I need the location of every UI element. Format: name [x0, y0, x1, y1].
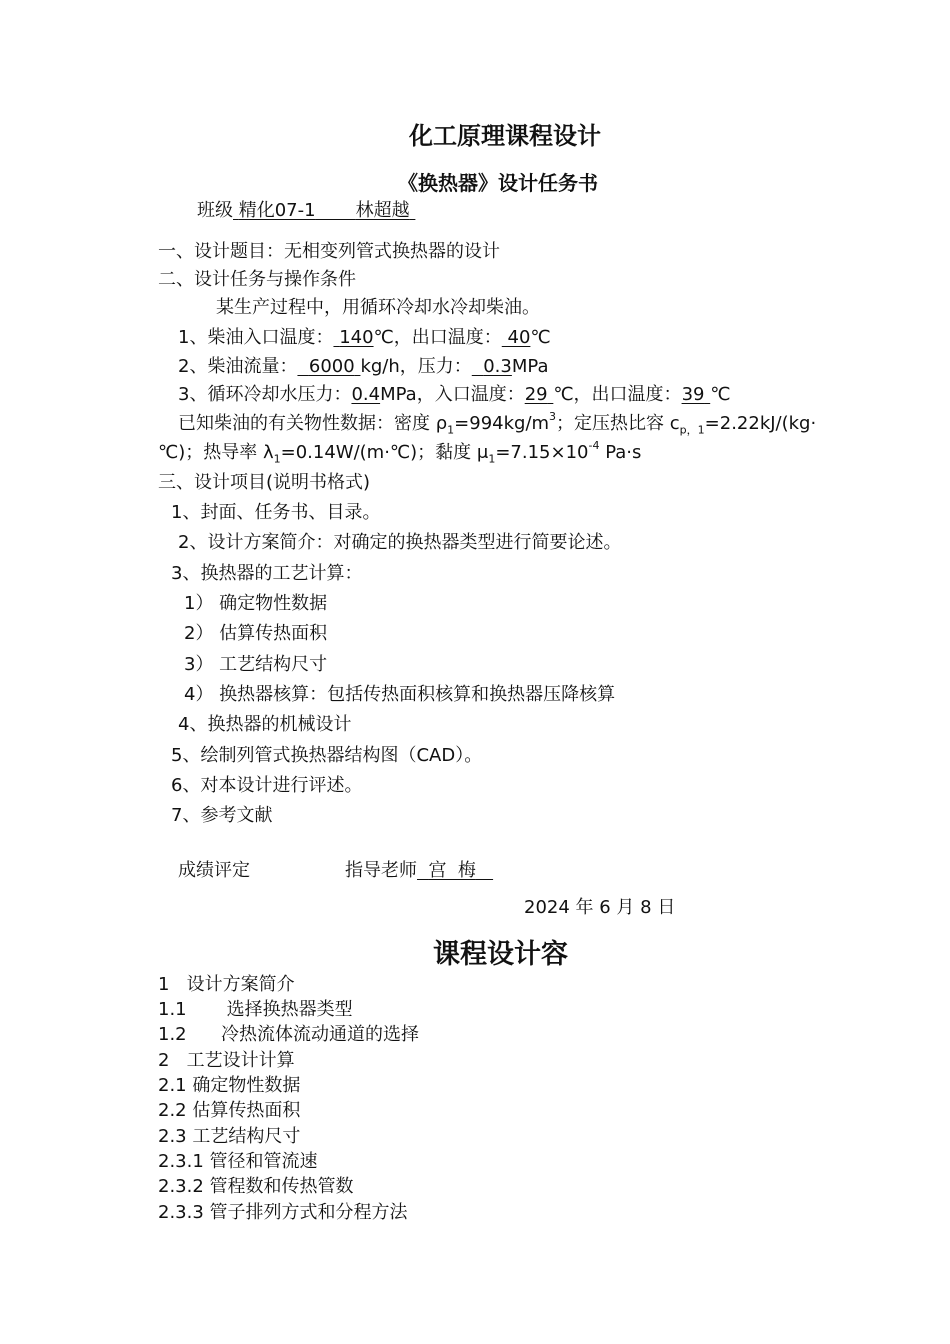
- oil-pressure: 0.3: [483, 356, 512, 377]
- section-3-heading: 三、设计项目(说明书格式): [158, 472, 371, 493]
- teacher-label: 指导老师: [345, 860, 417, 881]
- water-outlet-temp: 39: [681, 384, 705, 405]
- list-item: 1） 确定物性数据: [184, 593, 328, 614]
- list-item: 3） 工艺结构尺寸: [184, 654, 328, 675]
- toc-item: 1.1 选择换热器类型: [158, 999, 353, 1020]
- toc-item: 2.3.2 管程数和传热管数: [158, 1176, 354, 1197]
- toc-title: 课程设计容: [433, 939, 568, 970]
- toc-item: 2 工艺设计计算: [158, 1050, 295, 1071]
- toc-item: 2.3 工艺结构尺寸: [158, 1126, 301, 1147]
- toc-item: 2.3.1 管径和管流速: [158, 1151, 318, 1172]
- teacher-name: 宫 梅: [428, 860, 476, 881]
- section-1-heading: 一、设计题目：无相变列管式换热器的设计: [158, 241, 500, 262]
- toc-item: 2.2 估算传热面积: [158, 1100, 301, 1121]
- class-value-field: 精化07-1 林超越: [238, 200, 410, 221]
- oil-inlet-temp: 140: [339, 327, 374, 348]
- list-item: 2、设计方案简介：对确定的换热器类型进行简要论述。: [178, 532, 622, 553]
- list-item: 6、对本设计进行评述。: [171, 775, 363, 796]
- list-item: 5、绘制列管式换热器结构图（CAD）。: [171, 745, 483, 766]
- water-pressure: 0.4: [351, 384, 381, 405]
- list-item: 4） 换热器核算：包括传热面积核算和换热器压降核算: [184, 684, 616, 705]
- toc-item: 2.1 确定物性数据: [158, 1075, 301, 1096]
- section-2-heading: 二、设计任务与操作条件: [158, 269, 356, 290]
- oil-flow-rate: 6000: [308, 356, 355, 377]
- list-item: 1、封面、任务书、目录。: [171, 502, 381, 523]
- teacher-line: [345, 856, 493, 882]
- list-item: 2） 估算传热面积: [184, 623, 328, 644]
- properties-line-2: ℃)；热导率 $\lambda_1=0.14W/(m\cdot℃)$；黏度 $\mu_1=7.15\times 10^{-4}$ Pa·s: [158, 439, 642, 466]
- condition-2: 2、柴油流量： 6000 kg/h，压力： 0.3MPa: [178, 356, 549, 377]
- toc-item: 1 设计方案简介: [158, 974, 295, 995]
- doc-subtitle: 《换热器》设计任务书: [398, 171, 598, 195]
- doc-title: 化工原理课程设计: [409, 122, 601, 150]
- list-item: 3、换热器的工艺计算：: [171, 563, 363, 584]
- date: 2024 年 6 月 8 日: [524, 897, 676, 918]
- grade-label: 成绩评定: [178, 860, 250, 881]
- condition-3: 3、循环冷却水压力：0.4MPa，入口温度：29 ℃，出口温度：39 ℃: [178, 384, 731, 405]
- properties-line-1: 已知柴油的有关物性数据：密度 $\rho_1=994kg/m^3$；定压热比容 $c_{p,1}=2.22kJ/(kg\cdot$: [178, 410, 817, 437]
- class-line: [197, 196, 415, 222]
- intro-text: 某生产过程中，用循环冷却水冷却柴油。: [216, 297, 540, 318]
- oil-outlet-temp: 40: [507, 327, 531, 348]
- list-item: 7、参考文献: [171, 805, 273, 826]
- water-inlet-temp: 29: [524, 384, 548, 405]
- condition-1: 1、柴油入口温度： 140℃，出口温度： 40℃: [178, 327, 551, 348]
- toc-item: 2.3.3 管子排列方式和分程方法: [158, 1202, 408, 1223]
- class-label: 班级: [197, 200, 233, 221]
- toc-item: 1.2 冷热流体流动通道的选择: [158, 1024, 419, 1045]
- list-item: 4、换热器的机械设计: [178, 714, 352, 735]
